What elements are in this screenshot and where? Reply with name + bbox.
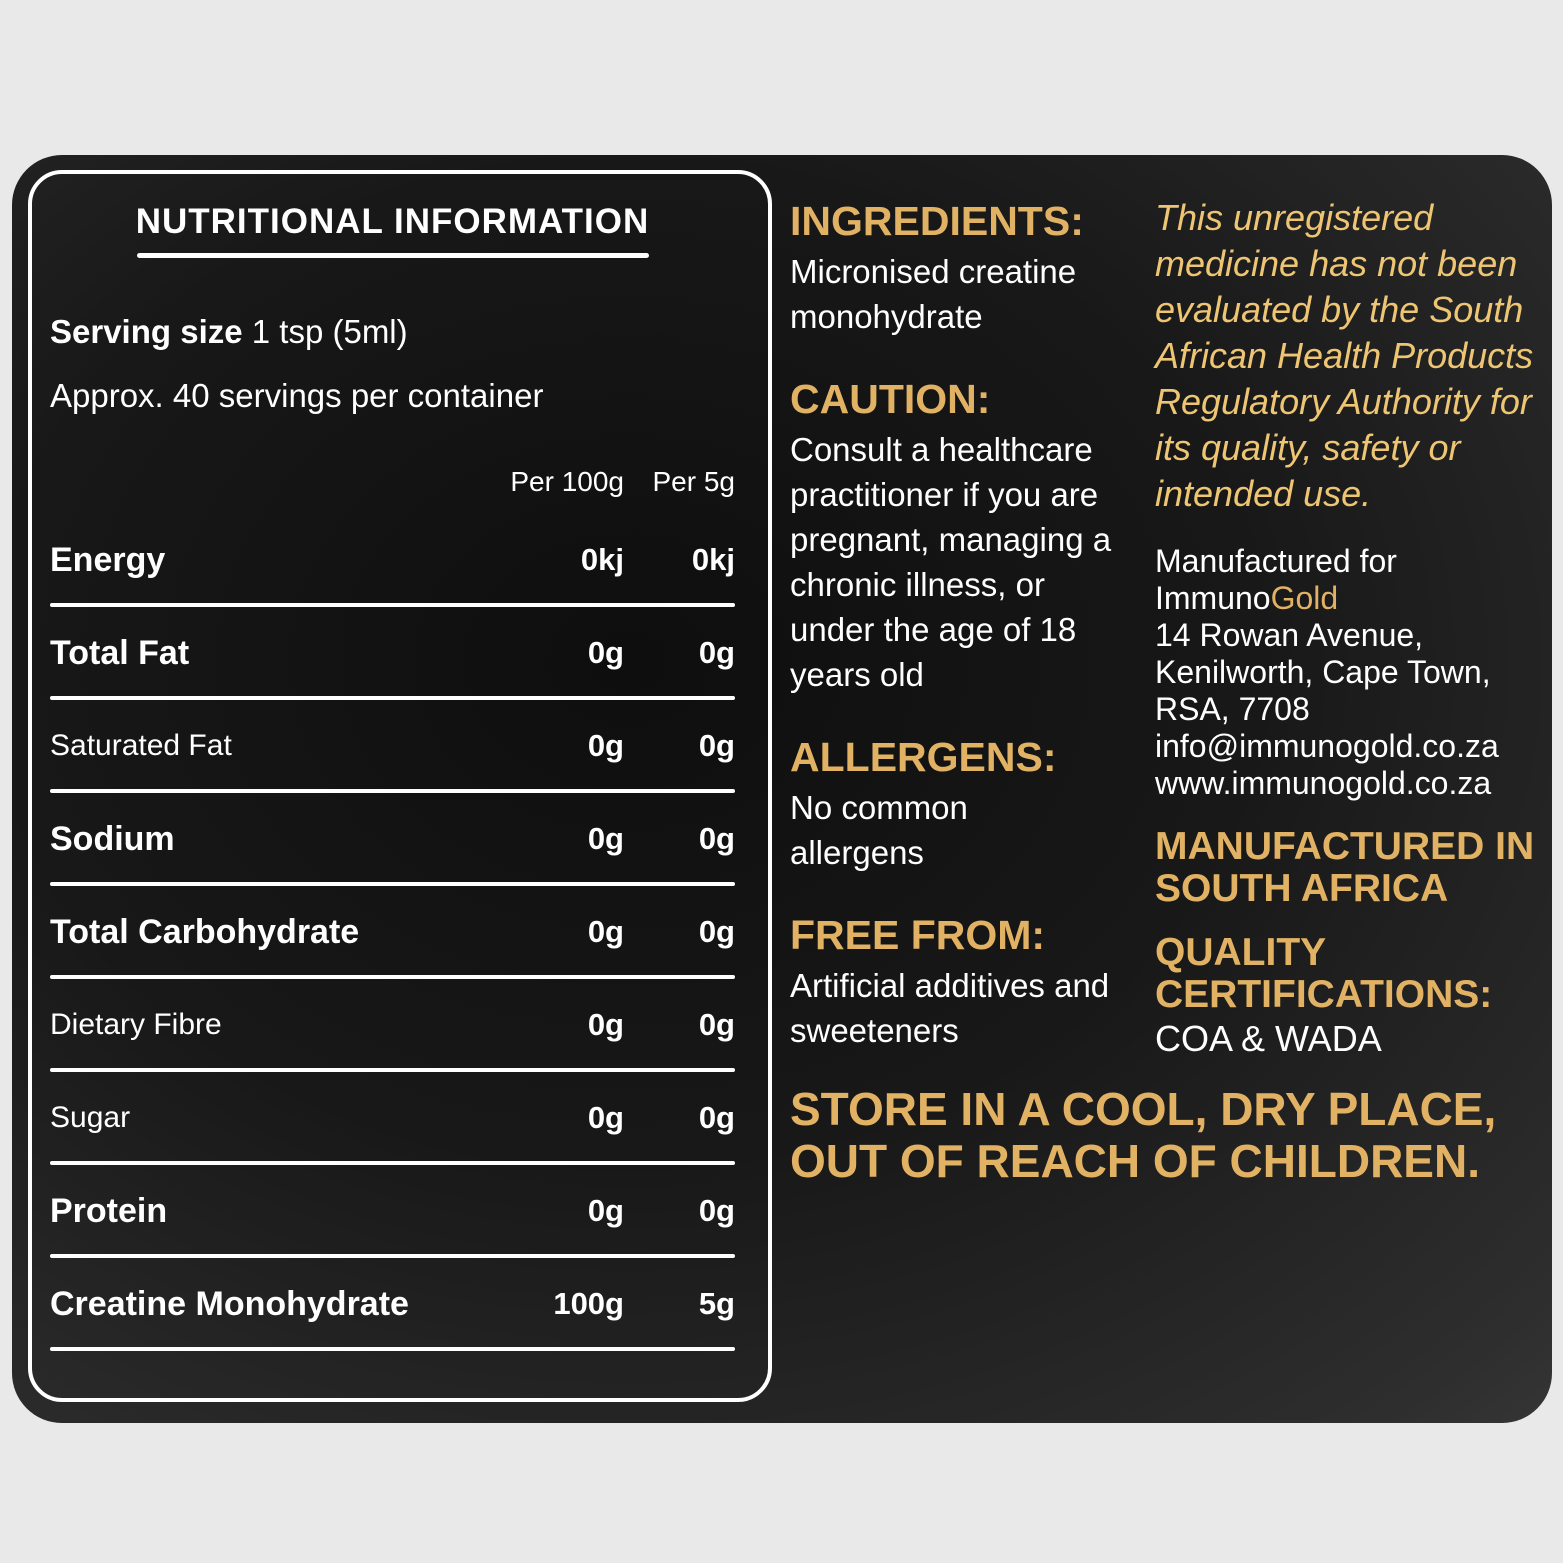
row-value-creatine-monohydrate-per100: 100g <box>553 1286 624 1321</box>
row-name-creatine-monohydrate: Creatine Monohydrate <box>50 1285 409 1323</box>
row-value-total-fat-per5: 0g <box>698 635 735 670</box>
row-value-sodium-per5: 0g <box>698 821 735 856</box>
row-name-energy: Energy <box>50 541 166 579</box>
serving-size-line <box>50 312 735 352</box>
storage-line-2: OUT OF REACH OF CHILDREN. <box>790 1135 1480 1187</box>
address-line: 14 Rowan Avenue, <box>1155 617 1424 653</box>
caution-body: Consult a healthcare practitioner if you are pregnant, managing a chronic illness, or under the age of 18 years old <box>790 431 1112 693</box>
brand-suffix: Gold <box>1270 580 1339 616</box>
row-value-sugar-per100: 0g <box>587 1100 624 1135</box>
row-name-saturated-fat: Saturated Fat <box>50 729 232 762</box>
product-label <box>12 155 1552 1423</box>
row-value-protein-per5: 0g <box>698 1193 735 1228</box>
row-value-sugar-per5: 0g <box>698 1100 735 1135</box>
made-in-text: MANUFACTURED IN SOUTH AFRICA <box>1155 825 1535 910</box>
ingredients-heading: INGREDIENTS: <box>790 198 1084 244</box>
manufactured-for-label: Manufactured for <box>1155 543 1397 579</box>
serving-size-label: Serving size <box>50 313 243 350</box>
row-value-dietary-fibre-per100: 0g <box>587 1007 624 1042</box>
col-header-per-5g: Per 5g <box>652 466 735 497</box>
info-column <box>790 197 1135 1089</box>
website-text: www.immunogold.co.za <box>1155 765 1492 801</box>
brand-prefix: Immuno <box>1155 580 1271 616</box>
nutrition-panel <box>28 170 772 1402</box>
row-name-dietary-fibre: Dietary Fibre <box>50 1008 222 1041</box>
storage-warning <box>790 1083 1510 1187</box>
ingredients-body: Micronised creatine monohydrate <box>790 253 1077 335</box>
row-value-saturated-fat-per100: 0g <box>587 728 624 763</box>
nutrition-table <box>50 466 735 1351</box>
row-name-sodium: Sodium <box>50 820 175 858</box>
row-name-protein: Protein <box>50 1192 168 1230</box>
row-value-saturated-fat-per5: 0g <box>698 728 735 763</box>
row-value-dietary-fibre-per5: 0g <box>698 1007 735 1042</box>
email-text: info@immunogold.co.za <box>1155 728 1499 764</box>
row-name-total-carbohydrate: Total Carbohydrate <box>50 913 360 951</box>
row-name-total-fat: Total Fat <box>50 634 190 672</box>
servings-per-container: Approx. 40 servings per container <box>50 377 544 414</box>
storage-line-1: STORE IN A COOL, DRY PLACE, <box>790 1083 1497 1135</box>
row-value-energy-per100: 0kj <box>580 542 624 577</box>
row-value-total-carbohydrate-per100: 0g <box>587 914 624 949</box>
quality-certifications-value: COA & WADA <box>1155 1018 1382 1059</box>
row-separator <box>50 1347 735 1351</box>
caution-heading: CAUTION: <box>790 376 991 422</box>
address-line: RSA, 7708 <box>1155 691 1310 727</box>
free-from-heading: FREE FROM: <box>790 912 1046 958</box>
row-value-total-carbohydrate-per5: 0g <box>698 914 735 949</box>
row-value-protein-per100: 0g <box>587 1193 624 1228</box>
regulatory-column <box>1155 195 1553 1060</box>
allergens-body: No common allergens <box>790 789 968 871</box>
allergens-heading: ALLERGENS: <box>790 734 1057 780</box>
title-underline <box>137 253 649 258</box>
serving-size-value: 1 tsp (5ml) <box>242 313 408 350</box>
col-header-spacer <box>50 498 489 514</box>
row-value-total-fat-per100: 0g <box>587 635 624 670</box>
quality-certifications-heading: QUALITY CERTIFICATIONS: <box>1155 931 1493 1016</box>
free-from-body: Artificial additives and sweeteners <box>790 967 1110 1049</box>
row-name-sugar: Sugar <box>50 1101 131 1134</box>
brand-name <box>1155 580 1553 617</box>
col-header-per-100g: Per 100g <box>510 466 624 497</box>
row-value-energy-per5: 0kj <box>691 542 735 577</box>
row-value-sodium-per100: 0g <box>587 821 624 856</box>
row-value-creatine-monohydrate-per5: 5g <box>698 1286 735 1321</box>
nutrition-title: NUTRITIONAL INFORMATION <box>135 202 650 241</box>
manufacturer-block <box>1155 543 1553 802</box>
address-line: Kenilworth, Cape Town, <box>1155 654 1491 690</box>
regulatory-disclaimer: This unregistered medicine has not been evaluated by the South African Health Products Regulatory Authority for its quality, safety or intended use. <box>1155 197 1534 514</box>
